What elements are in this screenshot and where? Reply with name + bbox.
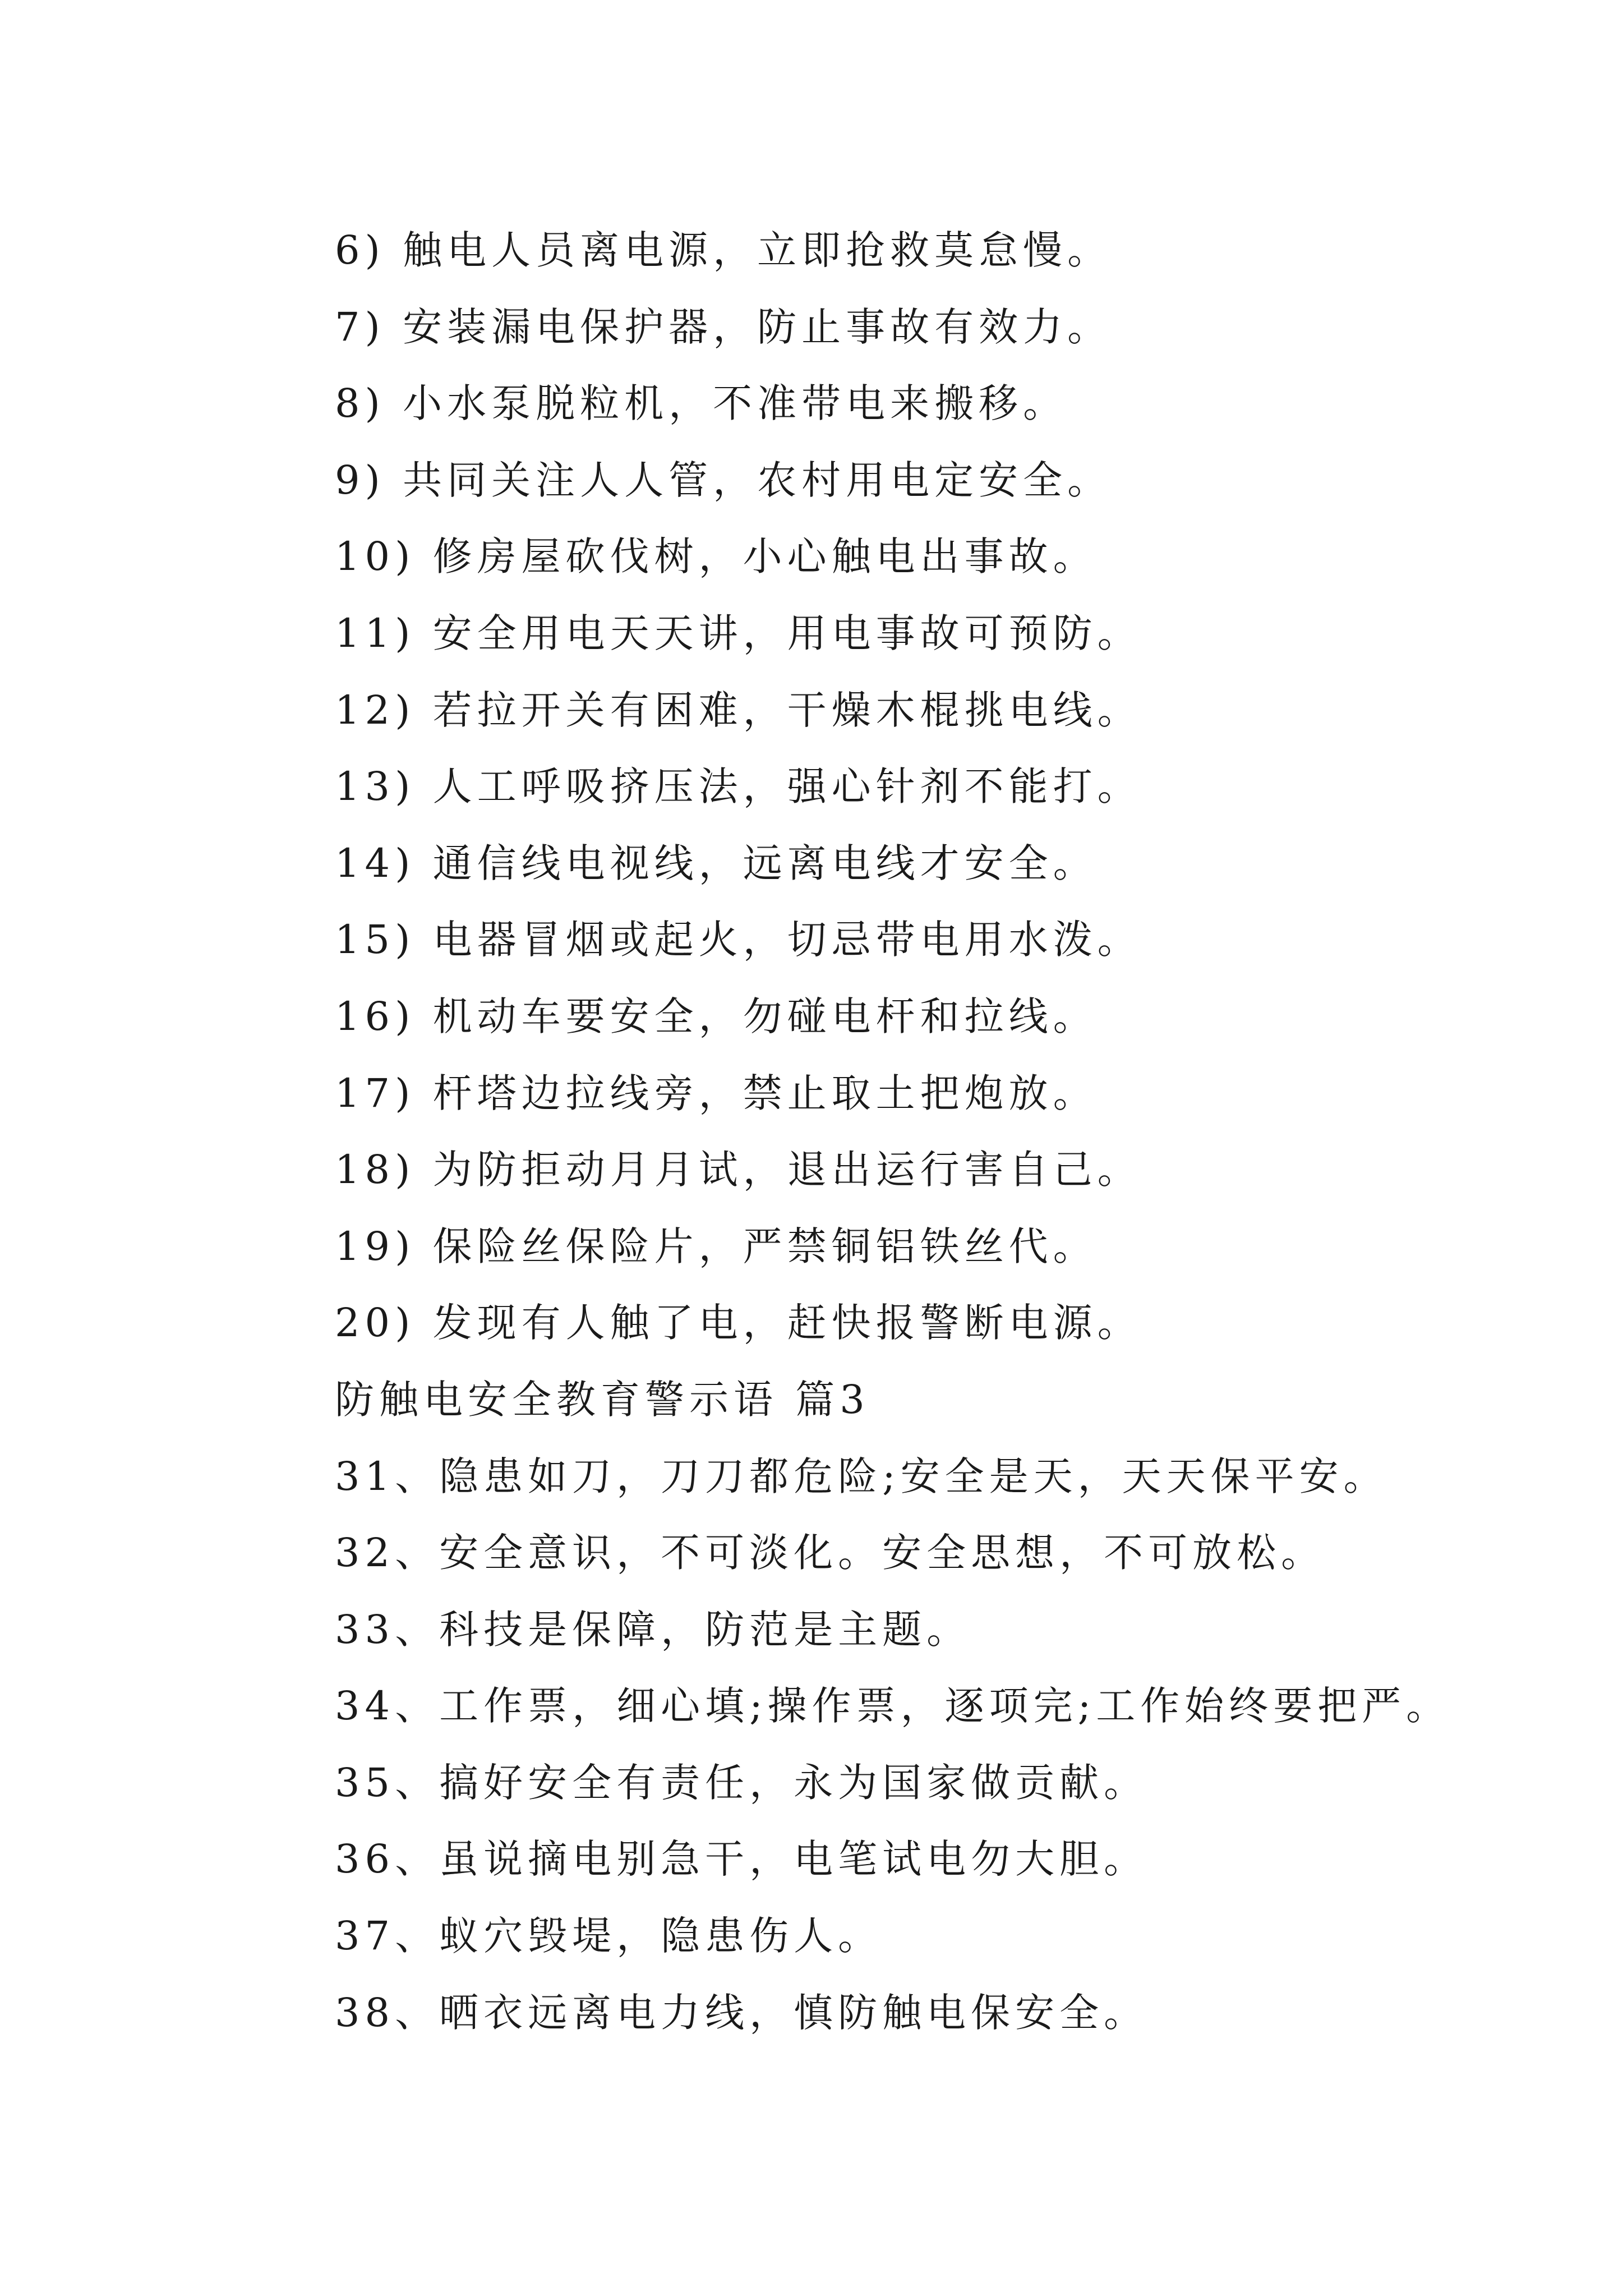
- document-body: [335, 212, 1513, 2051]
- list-item-11: 11) 安全用电天天讲，用电事故可预防。: [335, 610, 1142, 656]
- list-item-18: 18) 为防拒动月月试，退出运行害自己。: [335, 1147, 1142, 1193]
- list-item-36: 36、虽说摘电别急干，电笔试电勿大胆。: [335, 1836, 1149, 1883]
- list-item-16: 16) 机动车要安全，勿碰电杆和拉线。: [335, 993, 1098, 1039]
- list-item-14: 14) 通信线电视线，远离电线才安全。: [335, 840, 1098, 886]
- list-item-20: 20) 发现有人触了电，赶快报警断电源。: [335, 1300, 1142, 1346]
- list-item-7: 7) 安装漏电保护器，防止事故有效力。: [335, 303, 1112, 350]
- list-item-33: 33、科技是保障，防范是主题。: [335, 1606, 971, 1653]
- list-item-17: 17) 杆塔边拉线旁，禁止取土把炮放。: [335, 1070, 1098, 1116]
- list-item-13: 13) 人工呼吸挤压法，强心针剂不能打。: [335, 763, 1142, 810]
- section-heading: 防触电安全教育警示语 篇3: [335, 1376, 870, 1423]
- list-item-32: 32、安全意识，不可淡化。安全思想，不可放松。: [335, 1530, 1326, 1576]
- list-item-31: 31、隐患如刀，刀刀都危险;安全是天，天天保平安。: [335, 1453, 1388, 1499]
- list-item-15: 15) 电器冒烟或起火，切忌带电用水泼。: [335, 917, 1142, 963]
- list-item-12: 12) 若拉开关有困难，干燥木棍挑电线。: [335, 687, 1142, 733]
- list-item-35: 35、搞好安全有责任，永为国家做贡献。: [335, 1759, 1149, 1806]
- list-item-19: 19) 保险丝保险片，严禁铜铝铁丝代。: [335, 1223, 1098, 1269]
- list-item-37: 37、蚁穴毁堤，隐患伤人。: [335, 1913, 883, 1959]
- list-item-38: 38、晒衣远离电力线，慎防触电保安全。: [335, 1989, 1149, 2036]
- list-item-34: 34、工作票，细心填;操作票，逐项完;工作始终要把严。: [335, 1683, 1451, 1729]
- list-item-10: 10) 修房屋砍伐树，小心触电出事故。: [335, 533, 1098, 580]
- list-item-8: 8) 小水泵脱粒机，不准带电来搬移。: [335, 380, 1068, 427]
- list-item-6: 6) 触电人员离电源，立即抢救莫怠慢。: [335, 227, 1112, 273]
- list-item-9: 9) 共同关注人人管，农村用电定安全。: [335, 457, 1112, 503]
